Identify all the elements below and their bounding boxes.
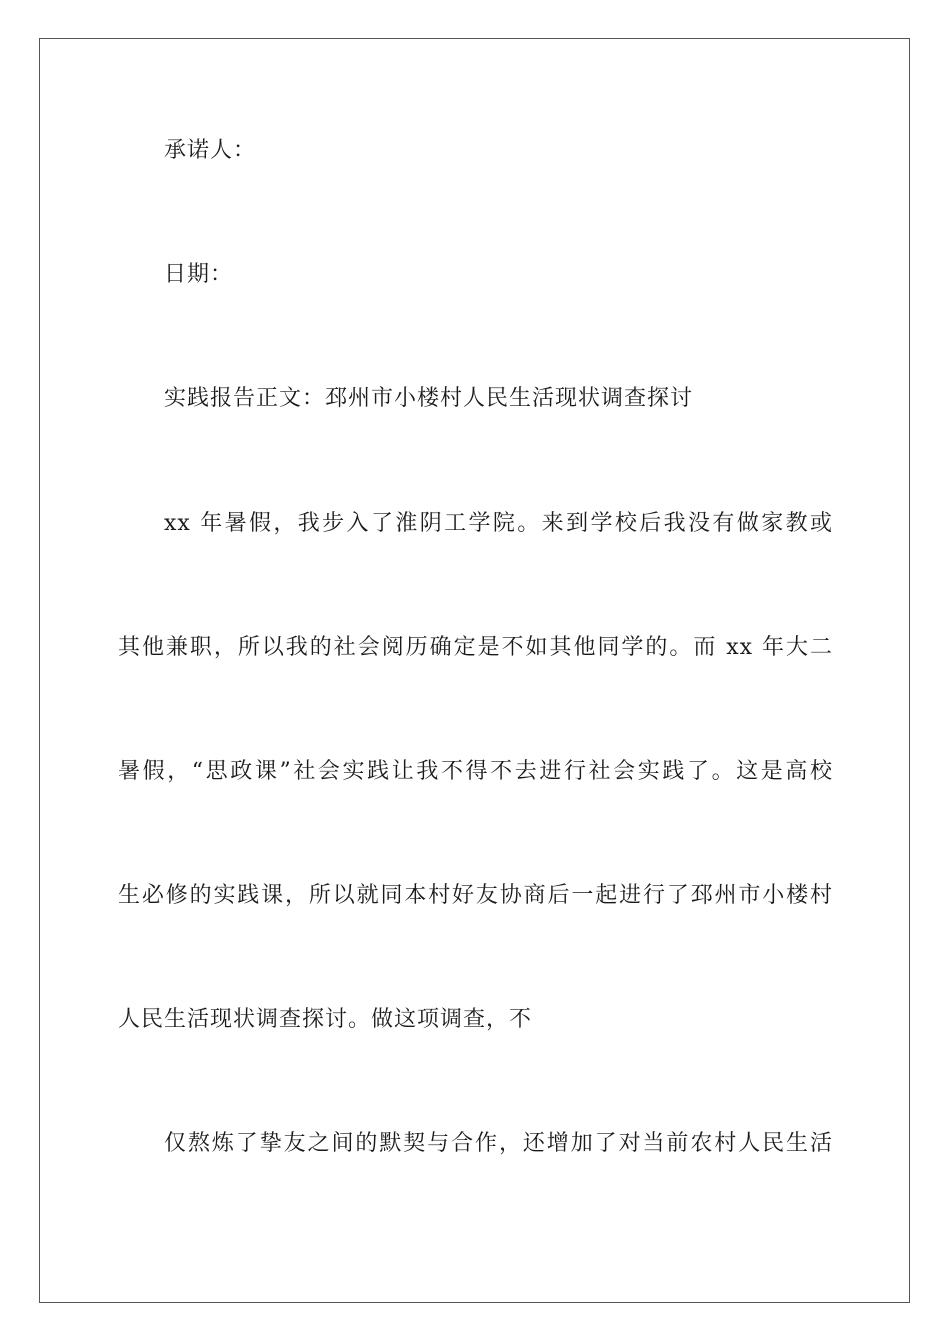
page-border — [39, 38, 910, 1303]
body-line-4: 生必修的实践课，所以就同本村好友协商后一起进行了邳州市小楼村 — [118, 883, 833, 908]
report-title: 实践报告正文：邳州市小楼村人民生活现状调查探讨 — [164, 386, 694, 411]
body-line-3: 暑假，“思政课”社会实践让我不得不去进行社会实践了。这是高校 — [118, 759, 833, 784]
body-line-1: xx 年暑假，我步入了淮阴工学院。来到学校后我没有做家教或 — [164, 511, 833, 536]
continuation-line: 仅熬炼了挚友之间的默契与合作，还增加了对当前农村人民生活 — [164, 1131, 833, 1156]
signatory-label: 承诺人： — [164, 138, 257, 163]
date-label: 日期： — [164, 262, 234, 287]
body-line-2: 其他兼职，所以我的社会阅历确定是不如其他同学的。而 xx 年大二 — [118, 635, 833, 660]
body-line-5: 人民生活现状调查探讨。做这项调查，不 — [118, 1007, 533, 1032]
